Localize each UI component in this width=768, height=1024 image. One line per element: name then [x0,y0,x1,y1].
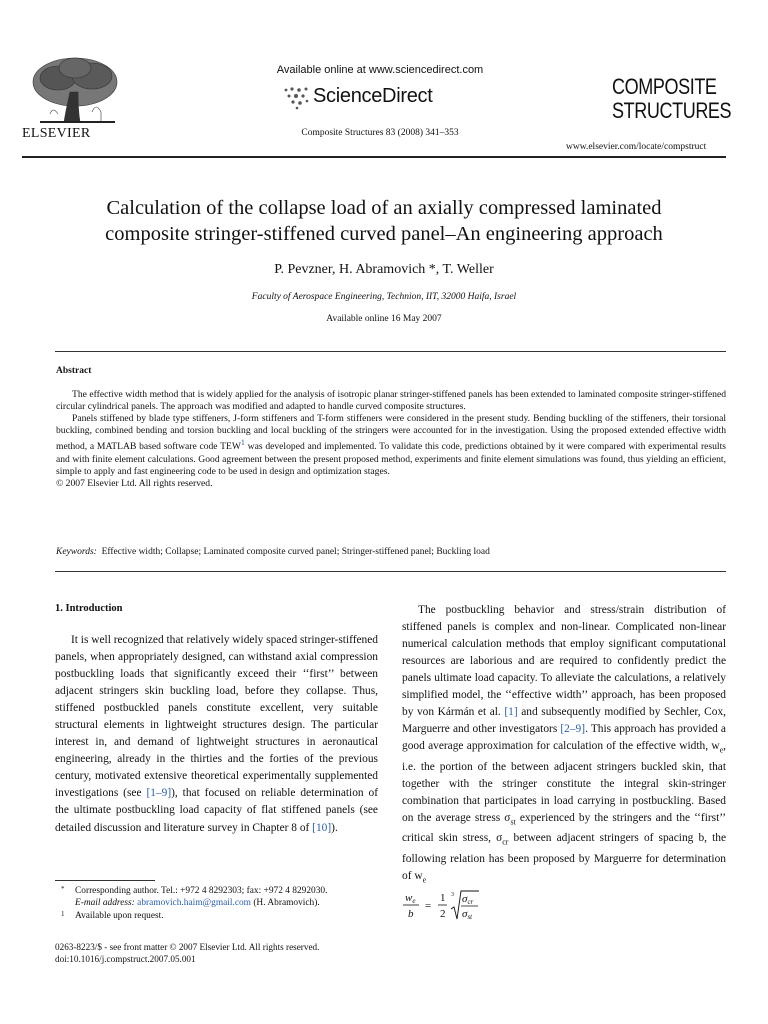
authors: P. Pevzner, H. Abramovich *, T. Weller [274,262,494,277]
email-link[interactable]: abramovich.haim@gmail.com [137,898,251,909]
footnote-one-mark: 1 [61,909,65,918]
intro-left-text-c: ). [331,821,338,834]
header-divider [22,156,726,158]
journal-url[interactable]: www.elsevier.com/locate/compstruct [566,142,707,152]
abstract-body [56,389,726,490]
article-title [30,195,738,247]
footnote-marker-1[interactable]: 1 [240,438,245,448]
intro-right-text-a: The postbuckling behavior and stress/strain distribution of stiffened panels is complex and non-linear. Complicated non-linear numerical calculation methods that employ significant computational resources are laborious and are required to confidently predict the panels ultimate load capacity. To alleviate the calculations, a relatively simplified model, the ‘‘effective width’’ approach, has been proposed by von Kármán et al. [402,604,726,719]
subscript-cr: cr [502,837,509,847]
publisher-name: ELSEVIER [22,126,91,141]
subscript-st: st [510,817,516,827]
abstract-p2-text-a: Panels stiffened by blade type stiffeners, J-form stiffeners and T-form stiffeners were considered in the present study. Bending buckling of the stiffeners, their torsional buckling, combined bending and torsion buckling and local buckling of the stringers were accounted for in the investigation. Using the proposed extended effective width method, a MATLAB based software code TEW [56,413,726,453]
abstract-bottom-rule [55,571,726,572]
subscript-e-2: e [422,874,427,884]
issn-line: 0263-8223/$ - see front matter © 2007 Elsevier Ltd. All rights reserved. [55,942,320,952]
formula-lhs-numerator-sub: e [412,897,416,905]
intro-right-column [402,602,726,888]
email-label: E-mail address: [75,898,135,909]
intro-right-paragraph [402,602,726,888]
footnote-1-text: Available upon request. [75,910,164,921]
journal-title-line-1: COMPOSITE [612,74,717,99]
footnote-1 [55,910,385,922]
abstract-heading: Abstract [56,366,92,376]
svg-text:σcr [462,893,474,906]
available-online-text: Available online at www.sciencedirect.com [276,64,484,76]
subscript-e: e [719,745,724,755]
keywords [56,547,726,557]
intro-right-text-c: . This approach has provided a good average approximation for calculation of the effective width, w [402,723,726,753]
svg-text:σst [462,908,473,921]
keywords-list: Effective width; Collapse; Laminated composite curved panel; Stringer-stiffened panel; Buckling load [101,547,490,557]
section-heading-introduction: 1. Introduction [55,603,123,614]
intro-left-text-b: ), that focused on reliable determination of the ultimate postbuckling load capacity of flat stiffened panels (see detailed discussion and literature survey in Chapter 8 of [55,787,378,834]
svg-text:we [405,892,415,905]
abstract-paragraph-1: The effective width method that is widely applied for the analysis of isotropic planar stringer-stiffened panels has been extended to laminated composite stringer-stiffened circular cylindrical panels. The approach was modified and adapted to handle curved composite structures. [56,389,726,413]
keywords-label: Keywords: [56,547,97,557]
issn-doi-block [55,941,395,966]
abstract-p2-text-b: was developed and implemented. To validate this code, predictions obtained by it were compared with experimental results and with finite element calculations. Good agreement between the present proposed method, experiments and finite element simulations was found, thus yielding an efficient, simple to apply and fast engineering code to be used in design and optimization stages. [56,441,726,477]
journal-title-line-2: STRUCTURES [612,98,732,123]
abstract-copyright: © 2007 Elsevier Ltd. All rights reserved. [56,477,213,489]
footnote-email [55,897,385,909]
footnote-corresponding [55,885,385,897]
footnotes [55,885,385,922]
abstract-top-rule [55,351,726,352]
footnote-star-mark: * [61,885,65,893]
marguerre-formula [403,887,523,927]
formula-lhs-denominator: b [408,908,414,920]
formula-equals: = [425,900,432,912]
citation-1[interactable]: [1] [504,706,518,719]
formula-radicand-numerator: σ [462,893,468,905]
intro-left-column [55,632,378,837]
footnote-rule [55,880,155,881]
email-suffix: (H. Abramovich). [250,898,320,909]
formula-coef-numerator: 1 [440,892,446,904]
intro-right-text-b: and subsequently modified by Sechler, Cox, Marguerre and other investigators [402,706,726,736]
available-date: Available online 16 May 2007 [326,314,442,324]
intro-right-text-e: experienced by the stringers and the ‘‘first’’ critical skin stress, σ [402,811,726,845]
journal-title [612,74,732,123]
doi-line[interactable]: doi:10.1016/j.compstruct.2007.05.001 [55,954,196,965]
sciencedirect-wordmark: ScienceDirect [313,85,433,107]
formula-coef-denominator: 2 [440,908,446,920]
formula-radicand-denominator: σ [462,908,468,920]
intro-left-text-a: It is well recognized that relatively widely spaced stringer-stiffened panels, when appropriately designed, can withstand axial compression postbuckling loads that significantly exceed their ‘‘first’’ between adjacent stringers skin buckling load, before they collapse. Thus, stiffened postbuckled panels constitute excellent, very suitable structural elements in lightweight structures design. The particular interest in, and demand of lightweight structures in aeronautical engineering, already in the thirties and the forties of the previous century, motivated extensive theoretical experimentally supplemented investigations (see [55,634,378,800]
abstract-paragraph-2 [56,413,726,478]
citation-1-9[interactable]: [1–9] [146,787,172,800]
article-title-line-1: Calculation of the collapse load of an axially compressed laminated [106,197,662,219]
formula-radicand-numerator-sub: cr [467,898,474,906]
intro-right-text-d: , i.e. the portion of the between adjacent stringers buckled skin, that together with the stringer constitute the integral skin-stringer combination that participates in load carrying in postbuckling. Based on the average stress σ [402,740,726,824]
sciencedirect-dots-icon [282,86,312,110]
affiliation: Faculty of Aerospace Engineering, Technion, IIT, 32000 Haifa, Israel [251,292,517,302]
intro-right-text-f: between adjacent stringers of spacing b, the following relation has been proposed by Marguerre for determination of w [402,832,727,882]
formula-radicand-denominator-sub: st [467,913,473,921]
article-title-line-2: composite stringer-stiffened curved panel–An engineering approach [105,223,663,245]
citation-10[interactable]: [10] [312,821,332,834]
formula-lhs-numerator: w [405,892,413,904]
formula-root-index: 3 [451,892,454,898]
intro-left-paragraph [55,632,378,837]
footnote-corresponding-text: Corresponding author. Tel.: +972 4 8292303; fax: +972 4 8292030. [75,886,328,896]
journal-reference: Composite Structures 83 (2008) 341–353 [301,128,459,138]
citation-2-9[interactable]: [2–9] [560,723,586,736]
